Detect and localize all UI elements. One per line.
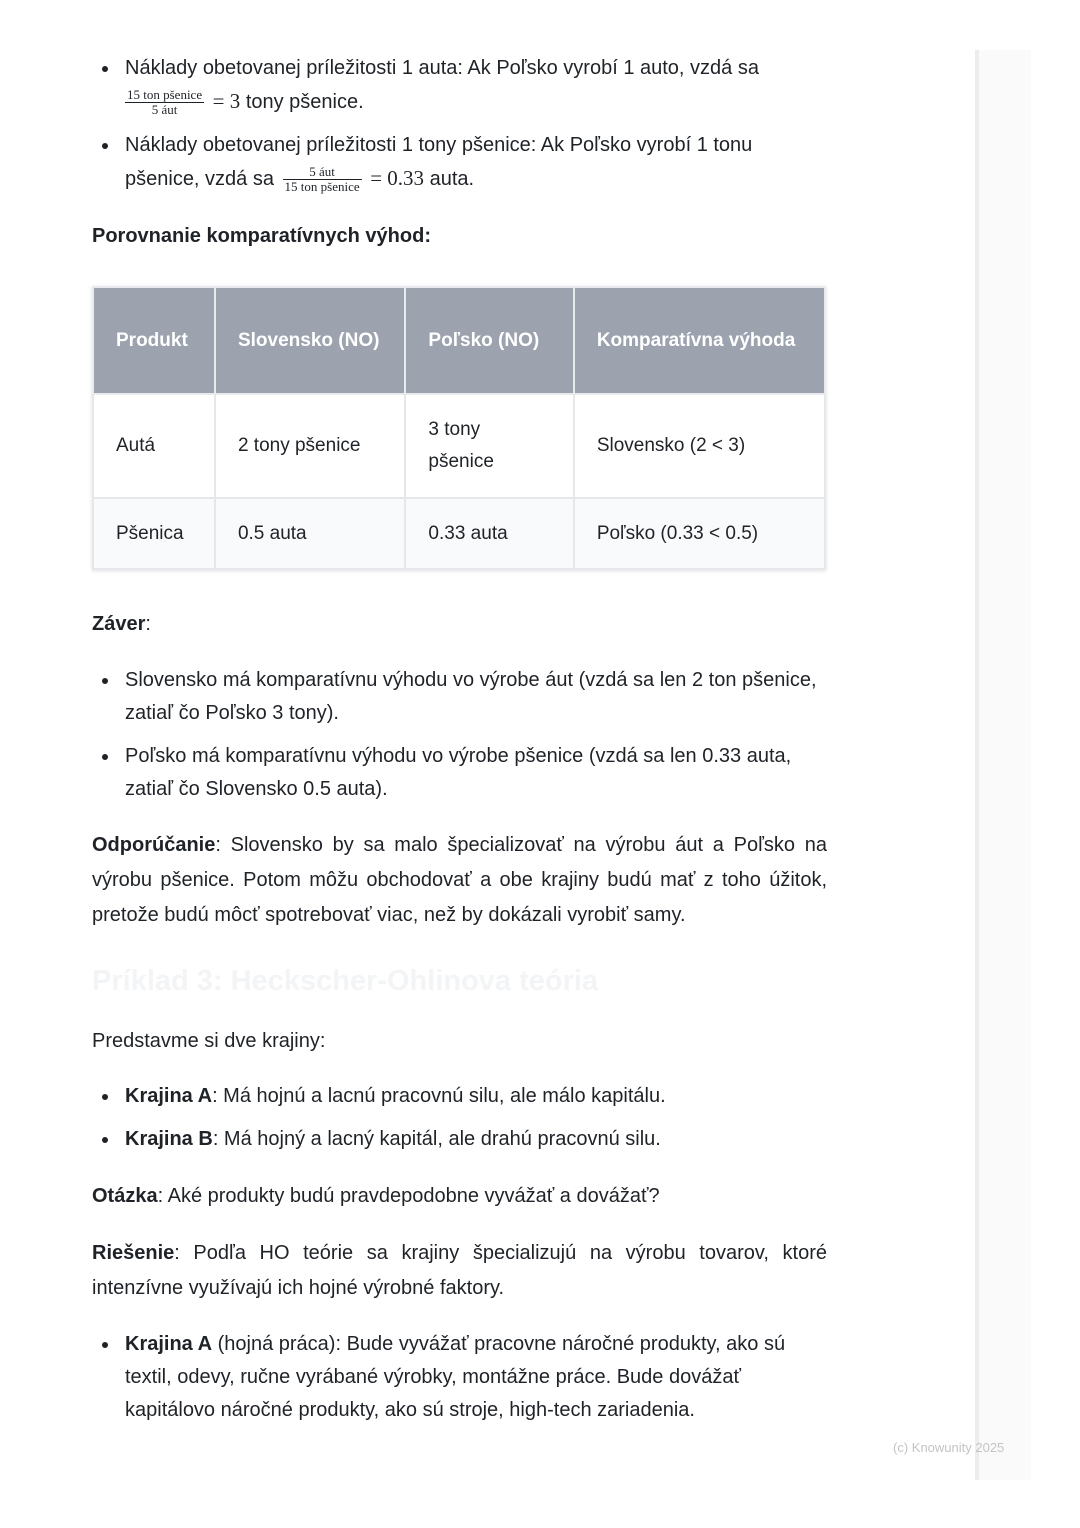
country-text: : Má hojný a lacný kapitál, ale drahú pracovnú silu. <box>212 1128 661 1150</box>
wheat-cost-prefix: Náklady obetovanej príležitosti 1 tony pšenice: Ak Poľsko vyrobí 1 tonu <box>125 134 753 156</box>
car-cost-suffix: tony pšenice. <box>245 91 364 113</box>
copyright-footer: (c) Knowunity 2025 <box>893 1440 1005 1455</box>
conclusion-label <box>92 607 151 642</box>
list-item <box>92 52 827 119</box>
fraction-numerator: 5 áut <box>283 165 362 180</box>
table-cell: 0.5 auta <box>215 498 405 569</box>
list-item <box>92 129 827 196</box>
list-item: Poľsko má komparatívnu výhodu vo výrobe pšenice (vzdá sa len 0.33 auta, zatiaľ čo Slovensko 0.5 auta). <box>92 740 827 806</box>
table-row <box>93 498 825 569</box>
fraction-numerator: 15 ton pšenice <box>127 87 203 103</box>
countries-list <box>92 1080 827 1156</box>
wheat-cost-suffix: auta. <box>429 168 475 190</box>
solution-paragraph <box>92 1236 827 1306</box>
recommendation-label: Odporúčanie <box>92 834 216 856</box>
solution-list <box>92 1328 827 1427</box>
table-header-poland: Poľsko (NO) <box>405 287 573 394</box>
table-row <box>93 394 825 498</box>
scrollbar-track[interactable] <box>975 50 1031 1480</box>
conclusion-list <box>92 664 827 806</box>
comparison-heading: Porovnanie komparatívnych výhod: <box>92 225 431 247</box>
table-cell: Pšenica <box>93 498 215 569</box>
country-name: Krajina A <box>125 1085 213 1107</box>
country-text: : Má hojnú a lacnú pracovnú silu, ale málo kapitálu. <box>212 1085 666 1107</box>
list-item <box>92 1123 827 1156</box>
opportunity-cost-list <box>92 52 827 196</box>
table-cell: Slovensko (2 < 3) <box>574 394 825 498</box>
wheat-cost-line2: pšenice, vzdá sa <box>125 168 274 190</box>
fraction-denominator: 15 ton pšenice <box>284 179 360 195</box>
table-header-advantage: Komparatívna výhoda <box>574 287 825 394</box>
intro-text: Predstavme si dve krajiny: <box>92 1030 326 1052</box>
example3-heading: Príklad 3: Heckscher-Ohlinova teória <box>92 965 599 997</box>
table-header-product: Produkt <box>93 287 215 394</box>
fraction-denominator: 5 áut <box>151 102 178 118</box>
solution-label: Riešenie <box>92 1242 175 1264</box>
list-item: Slovensko má komparatívnu výhodu vo výrobe áut (vzdá sa len 2 ton pšenice, zatiaľ čo Poľsko 3 tony). <box>92 664 827 730</box>
question-text: : Aké produkty budú pravdepodobne vyvážať a dovážať? <box>157 1185 660 1207</box>
table-cell: Autá <box>93 394 215 498</box>
table-cell: Poľsko (0.33 < 0.5) <box>574 498 825 569</box>
car-cost-prefix: Náklady obetovanej príležitosti 1 auta: Ak Poľsko vyrobí 1 auto, vzdá sa <box>125 57 759 79</box>
country-name: Krajina A <box>125 1333 213 1355</box>
table-cell: 2 tony pšenice <box>215 394 405 498</box>
conclusion-colon: : <box>145 613 151 635</box>
car-cost-equals: = 3 <box>212 89 241 113</box>
question-paragraph <box>92 1179 827 1214</box>
question-label: Otázka <box>92 1185 158 1207</box>
table-header-slovakia: Slovensko (NO) <box>215 287 405 394</box>
table-cell: 3 tony pšenice <box>405 394 573 498</box>
table-cell: 0.33 auta <box>405 498 573 569</box>
comparison-table <box>92 286 826 570</box>
country-name: Krajina B <box>125 1128 213 1150</box>
wheat-cost-fraction <box>283 165 362 194</box>
wheat-cost-equals: = 0.33 <box>370 166 425 190</box>
recommendation-text: : Slovensko by sa malo špecializovať na výrobu áut a Poľsko na výrobu pšenice. Potom môžu obchodovať a obe krajiny budú mať z toho úžitok, pretože budú môcť spotrebovať viac, než by dokázali vyrobiť samy. <box>92 834 827 926</box>
car-cost-fraction <box>125 88 204 117</box>
solution-text: : Podľa HO teórie sa krajiny špecializujú na výrobu tovarov, ktoré intenzívne využívajú ich hojné výrobné faktory. <box>92 1242 827 1299</box>
recommendation-paragraph <box>92 828 827 933</box>
country-text: (hojná práca): Bude vyvážať pracovne náročné produkty, ako sú textil, odevy, ručne vyrábané výrobky, montážne práce. Bude dovážať kapitálovo náročné produkty, ako sú stroje, high-tech zariadenia. <box>125 1333 786 1421</box>
list-item <box>92 1080 827 1113</box>
scrollbar-thumb[interactable] <box>975 50 979 1480</box>
list-item <box>92 1328 827 1427</box>
table-header-row <box>93 287 825 394</box>
conclusion-label-text: Záver <box>92 613 146 635</box>
